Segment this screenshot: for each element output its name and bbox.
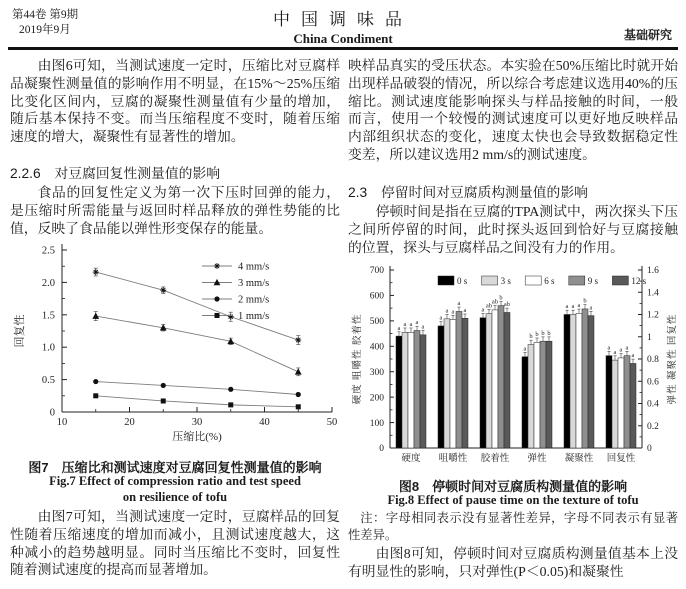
svg-text:硬度 咀嚼性 胶着性: 硬度 咀嚼性 胶着性: [353, 313, 363, 405]
fig8-caption-en: Fig.8 Effect of pause time on the texture of tofu: [387, 493, 639, 507]
svg-text:a: a: [523, 345, 527, 353]
volume-issue: 第44卷 第9期: [12, 9, 79, 21]
svg-text:30: 30: [191, 417, 203, 428]
header-rule: [8, 47, 678, 50]
svg-text:0.8: 0.8: [647, 355, 659, 366]
paragraph: 由图8可知，停顿时间对豆腐质构测量值基本上没有明显性的影响，只对弹性(P＜0.05)和凝聚性: [348, 546, 678, 579]
svg-text:1.0: 1.0: [41, 342, 55, 354]
right-column-paragraph-3: [348, 545, 678, 581]
section-heading-2-2-6: 2.2.6 对豆腐回复性测量值的影响: [10, 166, 221, 181]
journal-title-cn: 中国调味品: [273, 10, 413, 29]
svg-text:300: 300: [369, 367, 384, 378]
fig7-caption-en-line2: on resilience of tofu: [122, 490, 228, 504]
svg-text:b: b: [529, 333, 533, 341]
svg-text:2.5: 2.5: [41, 245, 55, 257]
svg-text:ab: ab: [491, 298, 499, 306]
svg-text:2 mm/s: 2 mm/s: [238, 294, 270, 306]
svg-text:a: a: [439, 314, 443, 322]
svg-text:凝聚性: 凝聚性: [564, 454, 594, 464]
svg-text:压缩比(%): 压缩比(%): [172, 431, 222, 443]
svg-text:50: 50: [326, 417, 338, 428]
svg-text:回复性: 回复性: [14, 314, 26, 348]
svg-text:0.6: 0.6: [647, 377, 659, 388]
svg-text:1.5: 1.5: [41, 310, 55, 322]
svg-text:0: 0: [379, 444, 384, 455]
svg-text:200: 200: [369, 393, 384, 404]
svg-text:12 s: 12 s: [631, 276, 647, 286]
svg-text:胶着性: 胶着性: [480, 454, 510, 464]
svg-text:b: b: [547, 329, 551, 337]
svg-text:ab: ab: [485, 302, 493, 310]
svg-text:9 s: 9 s: [587, 276, 599, 286]
left-column-paragraph-2: [10, 184, 340, 237]
svg-text:2.0: 2.0: [41, 277, 55, 289]
svg-text:b: b: [499, 294, 503, 302]
svg-text:1 mm/s: 1 mm/s: [238, 311, 270, 322]
svg-text:0.4: 0.4: [647, 399, 659, 410]
svg-text:a: a: [481, 306, 485, 314]
svg-text:a: a: [403, 320, 407, 328]
svg-text:a: a: [397, 324, 401, 332]
svg-text:b: b: [541, 329, 545, 337]
svg-text:0 s: 0 s: [457, 276, 468, 286]
svg-text:a: a: [565, 303, 569, 311]
svg-text:ab: ab: [503, 301, 511, 309]
left-column-paragraph-1: [10, 57, 340, 146]
svg-text:100: 100: [369, 418, 384, 429]
fig7-caption-en-line1: Fig.7 Effect of compression ratio and test speed: [49, 474, 301, 488]
paragraph: 映样品真实的受压状态。本实验在50%压缩比时就开始出现样品破裂的情况，所以综合考虑建议选用40%的压缩比。测试速度能影响探头与样品接触的时间，一般而言，使用一个较慢的测试速度可以更好地反映样品内部组织状态的变化，速度太快也会导致数据稳定性变差，所以建议选用2 mm/s的测试速度。: [348, 58, 678, 162]
svg-text:b: b: [535, 330, 539, 338]
section-heading-2-3: 2.3 停留时间对豆腐质构测量值的影响: [348, 185, 588, 200]
paragraph: 食品的回复性定义为第一次下压时回弹的能力，是压缩时所需能量与返回时样品释放的弹性势能的比值，反映了食品能以弹性形变保存的能量。: [10, 185, 340, 236]
fig8-note: [348, 510, 678, 545]
svg-text:a: a: [451, 308, 455, 316]
svg-text:a: a: [607, 344, 611, 352]
fig7-caption-cn: 图7 压缩比和测试速度对豆腐回复性测量值的影响: [28, 460, 322, 475]
svg-text:a: a: [415, 319, 419, 327]
svg-text:3 mm/s: 3 mm/s: [238, 278, 270, 289]
fig8-bar-chart: [348, 262, 684, 474]
svg-text:咀嚼性: 咀嚼性: [438, 454, 468, 464]
paragraph: 由图7可知，当测试速度一定时，豆腐样品的回复性随着压缩速度的增加而减小，且测试速度越大，这种减小的趋势越明显。同时当压缩比不变时，回复性随着测试速度的提高而显著增加。: [10, 509, 340, 578]
svg-text:3 s: 3 s: [500, 276, 511, 286]
journal-title-en: China Condiment: [293, 31, 393, 46]
svg-text:1: 1: [647, 332, 652, 343]
svg-text:a: a: [445, 307, 449, 315]
left-column-paragraph-3: [10, 508, 340, 579]
svg-text:4 mm/s: 4 mm/s: [238, 261, 270, 273]
svg-text:a: a: [571, 303, 575, 311]
svg-text:40: 40: [259, 417, 270, 428]
column-label: 基础研究: [623, 28, 672, 42]
svg-text:1.2: 1.2: [647, 310, 659, 321]
svg-text:弹性: 弹性: [527, 454, 547, 464]
svg-text:20: 20: [124, 417, 135, 428]
svg-text:b: b: [583, 297, 587, 305]
fig7-line-chart: [10, 240, 340, 455]
journal-title-block: [0, 5, 686, 47]
svg-text:700: 700: [369, 266, 384, 277]
svg-text:0: 0: [49, 407, 55, 419]
svg-text:1.4: 1.4: [647, 288, 659, 299]
svg-text:弹性 凝聚性 回复性: 弹性 凝聚性 回复性: [668, 313, 678, 405]
svg-text:a: a: [619, 346, 623, 354]
paragraph: 由图6可知，当测试速度一定时，压缩比对豆腐样品凝聚性测量值的影响作用不明显，在15%～25%压缩比变化区间内，豆腐的凝聚性测量值有少量的增加，随后基本保持不变。而当压缩程度不变时，随着压缩速度的增大，凝聚性有显著性的增加。: [10, 58, 340, 145]
svg-text:a: a: [421, 323, 425, 331]
svg-text:a: a: [463, 306, 467, 314]
svg-text:a: a: [613, 348, 617, 356]
svg-text:a: a: [625, 344, 629, 352]
svg-text:0.2: 0.2: [647, 421, 659, 432]
svg-text:a: a: [409, 320, 413, 328]
issue-date: 2019年9月: [19, 24, 71, 36]
svg-text:10: 10: [56, 417, 68, 428]
svg-text:500: 500: [369, 317, 384, 328]
svg-text:a: a: [589, 304, 593, 312]
svg-text:a: a: [631, 352, 635, 360]
fig8-caption-cn: 图8 停顿时间对豆腐质构测量值的影响: [398, 479, 628, 494]
svg-text:0.5: 0.5: [41, 375, 55, 387]
svg-text:硬度: 硬度: [401, 454, 421, 464]
svg-text:6 s: 6 s: [544, 276, 555, 286]
svg-text:1.6: 1.6: [647, 266, 659, 277]
note-text: 注：字母相同表示没有显著性差异，字母不同表示有显著性差异。: [348, 511, 678, 543]
svg-text:600: 600: [369, 291, 384, 302]
svg-text:400: 400: [369, 342, 384, 353]
right-column-paragraph-2: [348, 203, 678, 256]
right-column-paragraph-1: [348, 57, 678, 164]
svg-text:a: a: [577, 302, 581, 310]
svg-text:0: 0: [647, 444, 652, 455]
svg-text:回复性: 回复性: [606, 454, 636, 464]
paragraph: 停顿时间是指在豆腐的TPA测试中，两次探头下压之间所停留的时间，此时探头返回到恰好与豆腐接触的位置，探头与豆腐样品之间没有力的作用。: [348, 204, 678, 255]
svg-text:a: a: [457, 300, 461, 308]
